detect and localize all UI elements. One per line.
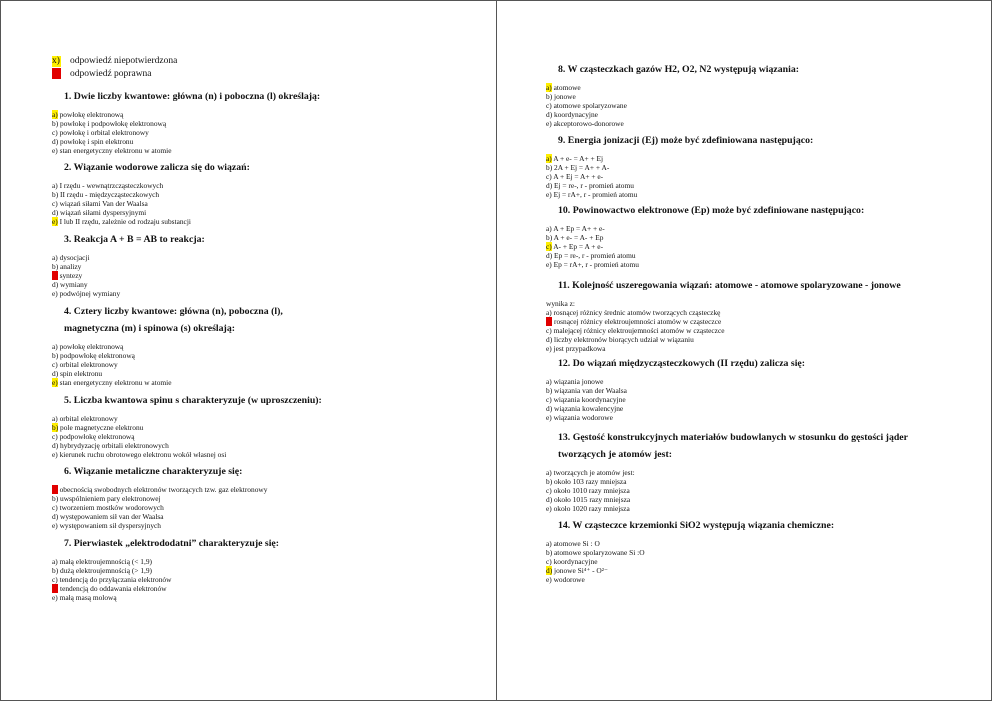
answer-letter: d) [52, 583, 59, 593]
legend-unverified [52, 55, 177, 68]
question-block [546, 202, 864, 270]
question-block [52, 303, 334, 388]
answer-legend [52, 55, 177, 80]
answer-letter: c) [52, 574, 58, 584]
answer-letter: a) [546, 224, 552, 233]
answer-letter: c) [546, 325, 552, 335]
answer-option [546, 345, 901, 354]
question-title: 4. Cztery liczby kwantowe: główna (n), poboczna (l), magnetyczna (m) i spinowa (s) określają: [64, 306, 283, 334]
answer-text: orbital elektronowy [57, 414, 118, 423]
answer-letter: b) [52, 565, 59, 575]
answer-letter: c) [52, 270, 58, 280]
answer-text: podpowłokę elektronową [58, 350, 135, 360]
question-intro: wynika z: [546, 299, 575, 308]
answer-letter: d) [52, 440, 59, 450]
legend-unverified-label: odpowiedź niepotwierdzona [70, 56, 178, 66]
answer-option [52, 522, 267, 531]
answer-letter: b) [52, 261, 59, 271]
answer-letter: b) [52, 493, 59, 503]
answer-text: powłokę elektronową [57, 110, 124, 119]
question-title: 8. W cząsteczkach gazów H2, O2, N2 występują wiązania: [558, 64, 799, 75]
answer-text: dysocjacji [57, 253, 90, 262]
question-title: 3. Reakcja A + B = AB to reakcja: [64, 234, 205, 245]
answer-letter: d) [52, 136, 59, 146]
question-block [546, 61, 799, 129]
answer-option [546, 84, 799, 93]
answer-letter: e) [546, 412, 552, 422]
answer-letter: c) [546, 171, 552, 181]
answer-list [546, 378, 805, 423]
question-block [52, 159, 250, 227]
answer-text: podpowłokę elektronową [57, 431, 135, 441]
answer-letter: b) [546, 162, 553, 172]
answer-text: koordynacyjne [552, 109, 598, 119]
answer-text: A + e- = A- + Ep [552, 232, 604, 242]
answer-letter: e) [52, 592, 58, 602]
answer-letter: e) [52, 449, 58, 459]
answer-letter: c) [52, 127, 58, 137]
answer-letter: e) [52, 288, 58, 298]
answer-text: syntezy [57, 270, 83, 280]
answer-list [52, 254, 205, 299]
answer-letter: b) [546, 91, 553, 101]
answer-text: Ej = rA+, r - promień atomu [551, 189, 638, 199]
answer-letter: b) [546, 316, 553, 326]
answer-list [546, 84, 799, 129]
answer-letter: b) [546, 476, 553, 486]
answer-letter: d) [546, 403, 553, 413]
answer-letter: e) [52, 145, 58, 155]
legend-correct [52, 68, 177, 81]
answer-letter: d) [546, 109, 553, 119]
answer-text: wodorowe [551, 574, 585, 584]
answer-text: wiązania kowalencyjne [552, 403, 624, 413]
answer-text: około 1020 razy mniejsza [551, 503, 630, 513]
answer-option [52, 218, 250, 227]
answer-list [52, 415, 322, 460]
answer-text: występowaniem sił van der Waalsa [58, 511, 164, 521]
answer-text: jonowe [552, 91, 576, 101]
answer-text: atomowe spolaryzowane [551, 100, 627, 110]
answer-letter: b) [52, 118, 59, 128]
answer-letter: a) [546, 468, 552, 477]
answer-text: pole magnetyczne elektronu [58, 422, 144, 432]
question-title: 7. Pierwiastek „elektrododatni” charakteryzuje się: [64, 538, 280, 549]
answer-text: tworzeniem mostków wodorowych [57, 502, 164, 512]
answer-letter: d) [52, 207, 59, 217]
answer-option [546, 261, 864, 270]
answer-letter: c) [546, 100, 552, 110]
question-block [52, 88, 320, 156]
answer-text: wiązania wodorowe [551, 412, 613, 422]
answer-text: tworzących je atomów jest: [551, 468, 635, 477]
answer-text: występowaniem sił dyspersyjnych [57, 520, 161, 530]
answer-text: orbital elektronowy [57, 359, 118, 369]
answer-letter: a) [52, 414, 58, 423]
question-title: 10. Powinowactwo elektronowe (Ep) może być zdefiniowane następująco: [558, 205, 865, 216]
legend-correct-label: odpowiedź poprawna [70, 68, 152, 79]
answer-list [52, 182, 250, 227]
answer-text: wiązań siłami Van der Waalsa [57, 198, 148, 208]
answer-text: spin elektronu [58, 368, 103, 378]
answer-text: A + e- = A+ + Ej [551, 154, 604, 163]
answer-text: jest przypadkowa [551, 343, 606, 353]
answer-letter: d) [546, 334, 553, 344]
question-block [546, 277, 901, 353]
answer-option [546, 191, 813, 200]
answer-text: podwójnej wymiany [57, 288, 121, 298]
answer-text: wiązania jonowe [551, 377, 604, 386]
answer-text: A + Ej = A+ + e- [551, 171, 604, 181]
answer-text: stan energetyczny elektronu w atomie [57, 377, 172, 387]
answer-option [52, 290, 205, 299]
answer-letter: b) [52, 350, 59, 360]
answer-text: uwspólnieniem pary elektronowej [58, 493, 161, 503]
answer-text: około 1010 razy mniejsza [551, 485, 630, 495]
question-title: 11. Kolejność uszeregowania wiązań: atomowe - atomowe spolaryzowane - jonowe [558, 280, 901, 291]
question-title: 12. Do wiązań międzycząsteczkowych (II rzędu) zalicza się: [558, 358, 806, 369]
answer-text: atomowe spolaryzowane Si :O [552, 547, 645, 557]
answer-option [546, 120, 799, 129]
answer-letter: e) [546, 503, 552, 513]
answer-option [546, 414, 805, 423]
answer-text: I lub II rzędu, zależnie od rodzaju substancji [57, 216, 191, 226]
answer-text: powłokę i podpowłokę elektronową [58, 118, 167, 128]
question-block [52, 392, 322, 460]
legend-red-swatch [52, 68, 61, 79]
answer-letter: d) [52, 368, 59, 378]
answer-text: tendencją do przyłączania elektronów [57, 574, 172, 584]
question-title: 5. Liczba kwantowa spinu s charakteryzuje (w uproszczeniu): [64, 395, 322, 406]
answer-text: I rzędu - wewnątrzcząsteczkowych [57, 181, 164, 190]
answer-letter: b) [546, 547, 553, 557]
answer-letter: c) [52, 502, 58, 512]
answer-letter: c) [52, 198, 58, 208]
answer-text: Ej = re-, r - promień atomu [552, 180, 634, 190]
answer-letter: e) [546, 189, 552, 199]
answer-letter: c) [52, 431, 58, 441]
answer-text: kierunek ruchu obrotowego elektronu wokół własnej osi [57, 449, 227, 459]
answer-text: hybrydyzację orbitali elektronowych [58, 440, 169, 450]
answer-text: koordynacyjne [551, 556, 598, 566]
answer-letter: a) [546, 154, 552, 163]
answer-list [546, 225, 864, 270]
answer-option [52, 147, 320, 156]
answer-option [546, 576, 834, 585]
question-title: 2. Wiązanie wodorowe zalicza się do wiązań: [64, 162, 250, 173]
question-title: 13. Gęstość konstrukcyjnych materiałów budowlanych w stosunku do gęstości jąder tworzących je atomów jest: [558, 432, 908, 460]
answer-option [52, 451, 322, 460]
answer-letter: a) [52, 110, 58, 119]
answer-text: wymiany [58, 279, 88, 289]
answer-text: stan energetyczny elektronu w atomie [57, 145, 172, 155]
answer-letter: a) [52, 485, 58, 494]
answer-letter: e) [52, 377, 58, 387]
answer-list [546, 469, 908, 514]
answer-list [546, 540, 834, 585]
answer-list [52, 486, 267, 531]
answer-letter: e) [52, 216, 58, 226]
answer-text: atomowe Si : O [551, 539, 600, 548]
answer-option [52, 594, 279, 603]
answer-text: około 103 razy mniejsza [552, 476, 627, 486]
answer-letter: b) [52, 422, 59, 432]
answer-text: powłokę i spin elektronu [58, 136, 134, 146]
answer-text: rosnącej różnicy elektroujemności atomów w cząsteczce [552, 316, 722, 326]
question-title: 14. W cząsteczce krzemionki SiO2 występują wiązania chemiczne: [558, 520, 835, 531]
answer-letter: c) [546, 485, 552, 495]
answer-letter: a) [546, 377, 552, 386]
answer-text: liczby elektronów biorących udział w wiązaniu [552, 334, 694, 344]
answer-list [52, 343, 334, 388]
answer-letter: a) [546, 539, 552, 548]
question-block [52, 231, 205, 299]
question-block [52, 535, 279, 603]
answer-text: wiązań siłami dyspersyjnymi [58, 207, 147, 217]
answer-text: 2A + Ej = A+ + A- [552, 162, 610, 172]
answer-text: A + Ep = A+ + e- [551, 224, 605, 233]
answer-letter: d) [546, 180, 553, 190]
question-block [546, 132, 813, 200]
answer-letter: c) [546, 556, 552, 566]
answer-letter: e) [546, 343, 552, 353]
answer-letter: d) [546, 250, 553, 260]
answer-text: Ep = rA+, r - promień atomu [551, 259, 639, 269]
question-title: 6. Wiązanie metaliczne charakteryzuje się: [64, 466, 243, 477]
answer-letter: b) [546, 232, 553, 242]
answer-text: II rzędu - międzycząsteczkowych [58, 189, 160, 199]
answer-letter: a) [52, 342, 58, 351]
answer-text: malejącej różnicy elektroujemności atomów w cząsteczce [551, 325, 725, 335]
answer-letter: a) [546, 307, 552, 317]
legend-yellow-swatch: x) [52, 55, 60, 66]
answer-letter: a) [52, 181, 58, 190]
answer-letter: c) [546, 394, 552, 404]
answer-text: wiązania koordynacyjne [551, 394, 626, 404]
answer-list [546, 155, 813, 200]
answer-letter: a) [52, 253, 58, 262]
answer-list [52, 558, 279, 603]
answer-text: około 1015 razy mniejsza [552, 494, 631, 504]
answer-option [546, 505, 908, 514]
answer-text: tendencją do oddawania elektronów [58, 583, 167, 593]
answer-letter: e) [52, 520, 58, 530]
answer-text: atomowe [551, 83, 581, 92]
answer-list [52, 111, 320, 156]
answer-letter: d) [52, 511, 59, 521]
answer-letter: c) [52, 359, 58, 369]
answer-text: powłokę i orbital elektronowy [57, 127, 149, 137]
answer-letter: a) [546, 83, 552, 92]
answer-text: dużą elektroujemnością (> 1,9) [58, 565, 153, 575]
answer-letter: b) [52, 189, 59, 199]
answer-text: jonowe Si⁴⁺ - O²⁻ [552, 565, 608, 575]
answer-text: A- + Ep = A + e- [551, 241, 604, 251]
answer-list [546, 309, 901, 354]
answer-letter: d) [52, 279, 59, 289]
question-block [546, 517, 834, 585]
page-divider [496, 0, 497, 701]
question-title: 9. Energia jonizacji (Ej) może być zdefiniowana następująco: [558, 135, 814, 146]
answer-text: obecnością swobodnych elektronów tworzących tzw. gaz elektronowy [57, 485, 268, 494]
answer-option [546, 567, 834, 576]
answer-option [52, 379, 334, 388]
answer-text: Ep = re-, r - promień atomu [552, 250, 636, 260]
question-title: 1. Dwie liczby kwantowe: główna (n) i poboczna (l) określają: [64, 91, 321, 102]
answer-text: wiązania van der Waalsa [552, 385, 627, 395]
answer-text: małą masą molową [57, 592, 117, 602]
question-block [546, 429, 908, 514]
answer-letter: e) [546, 574, 552, 584]
answer-text: powłokę elektronową [57, 342, 124, 351]
question-block [52, 463, 267, 531]
answer-letter: e) [546, 118, 552, 128]
question-block [546, 355, 805, 423]
answer-letter: b) [546, 385, 553, 395]
answer-text: analizy [58, 261, 82, 271]
answer-letter: a) [52, 557, 58, 566]
answer-text: akceptorowo-donorowe [551, 118, 624, 128]
answer-letter: d) [546, 565, 553, 575]
answer-letter: c) [546, 241, 552, 251]
answer-letter: d) [546, 494, 553, 504]
answer-text: małą elektroujemnością (< 1,9) [57, 557, 153, 566]
answer-text: rosnącej różnicy średnic atomów tworzących cząsteczkę [551, 307, 721, 317]
answer-letter: e) [546, 259, 552, 269]
